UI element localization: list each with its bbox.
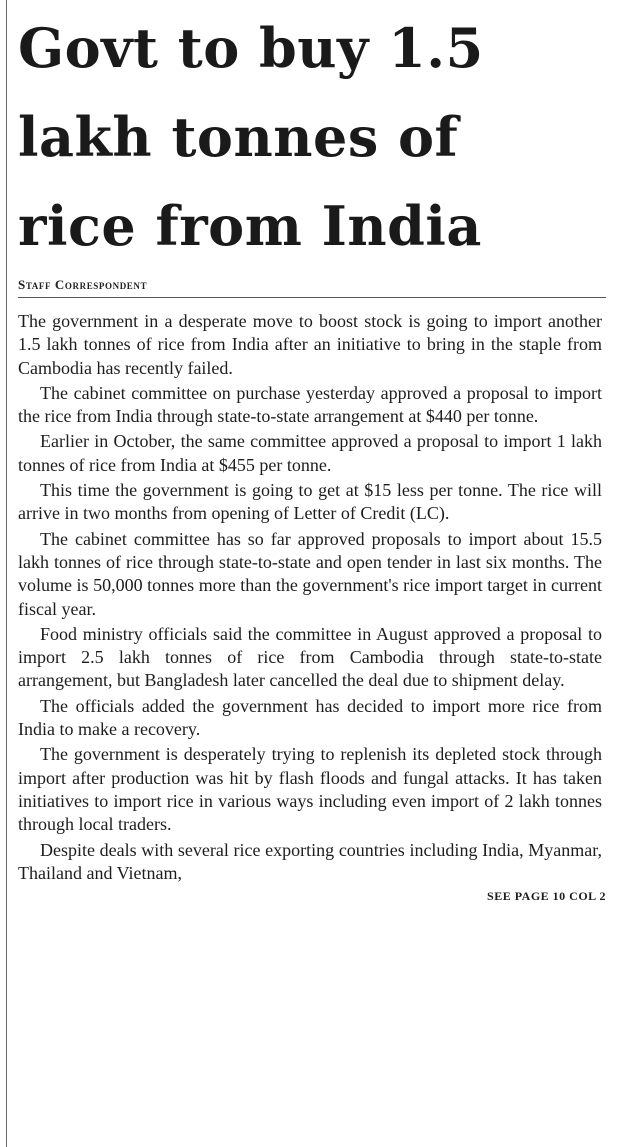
byline: Staff Correspondent (18, 277, 606, 298)
headline-line-2: lakh tonnes of (18, 105, 459, 169)
headline (18, 4, 602, 271)
paragraph-4: This time the government is going to get at $15 less per tonne. The rice will arrive in two months from opening of Letter of Credit (LC). (18, 480, 602, 524)
article-body (18, 310, 602, 885)
continuation-jump-line: SEE PAGE 10 COL 2 (487, 889, 606, 904)
paragraph-5: The cabinet committee has so far approved proposals to import about 15.5 lakh tonnes of rice through state-to-state and open tender in last six months. The volume is 50,000 tonnes more than the government's rice import target in current fiscal year. (18, 528, 602, 619)
paragraph-8: The government is desperately trying to replenish its depleted stock through import after production was hit by flash floods and fungal attacks. It has taken initiatives to import rice in various ways including even import of 2 lakh tonnes through local traders. (18, 744, 602, 835)
paragraph-7: The officials added the government has decided to import more rice from India to make a recovery. (18, 695, 602, 740)
news-article (18, 4, 606, 904)
paragraph-6: Food ministry officials said the committee in August approved a proposal to import 2.5 lakh tonnes of rice from Cambodia through state-to-state arrangement, but Bangladesh later cancelled the deal due to shipment delay. (18, 623, 602, 691)
column-rule (6, 0, 7, 1147)
headline-line-1: Govt to buy 1.5 (18, 16, 484, 80)
headline-line-3: rice from India (18, 194, 482, 258)
paragraph-3: Earlier in October, the same committee approved a proposal to import 1 lakh tonnes of rice from India at $455 per tonne. (18, 431, 602, 475)
paragraph-9: Despite deals with several rice exporting countries including India, Myanmar, Thailand and Vietnam, (18, 839, 602, 883)
paragraph-2: The cabinet committee on purchase yesterday approved a proposal to import the rice from India through state-to-state arrangement at $440 per tonne. (18, 382, 602, 427)
paragraph-1: The government in a desperate move to boost stock is going to import another 1.5 lakh tonnes of rice from India after an initiative to bring in the staple from Cambodia has recently failed. (18, 311, 602, 378)
